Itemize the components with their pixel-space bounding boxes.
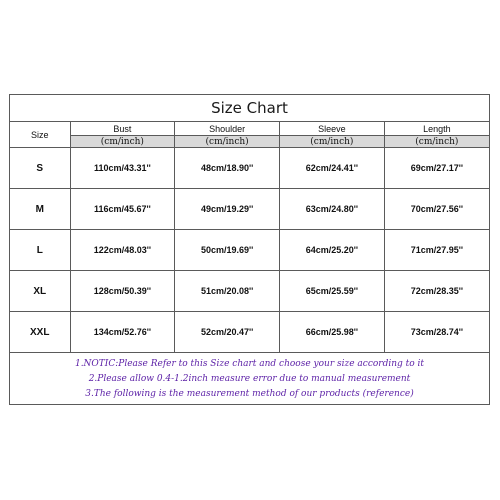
size-cell: XL <box>10 271 70 312</box>
sleeve-cell: 62cm/24.41'' <box>280 148 385 189</box>
unit-row <box>10 136 489 148</box>
length-cell: 73cm/28.74'' <box>384 312 489 353</box>
bust-cell: 116cm/45.67'' <box>70 189 175 230</box>
bust-cell: 122cm/48.03'' <box>70 230 175 271</box>
size-chart <box>9 94 490 405</box>
length-cell: 72cm/28.35'' <box>384 271 489 312</box>
note-line: 3.The following is the measurement method of our products (reference) <box>85 389 414 399</box>
notes-section <box>10 353 489 402</box>
size-cell: S <box>10 148 70 189</box>
shoulder-cell: 48cm/18.90'' <box>175 148 280 189</box>
shoulder-cell: 52cm/20.47'' <box>175 312 280 353</box>
sleeve-cell: 64cm/25.20'' <box>280 230 385 271</box>
shoulder-cell: 49cm/19.29'' <box>175 189 280 230</box>
shoulder-cell: 50cm/19.69'' <box>175 230 280 271</box>
unit-label: (cm/inch) <box>280 136 385 148</box>
shoulder-cell: 51cm/20.08'' <box>175 271 280 312</box>
size-cell: L <box>10 230 70 271</box>
length-cell: 71cm/27.95'' <box>384 230 489 271</box>
table-row <box>10 271 489 312</box>
column-header-shoulder: Shoulder <box>175 122 280 136</box>
column-header-length: Length <box>384 122 489 136</box>
table-row <box>10 189 489 230</box>
unit-label: (cm/inch) <box>384 136 489 148</box>
column-header-sleeve: Sleeve <box>280 122 385 136</box>
header-row <box>10 122 489 136</box>
size-header: Size <box>10 122 70 148</box>
sleeve-cell: 66cm/25.98'' <box>280 312 385 353</box>
unit-label: (cm/inch) <box>70 136 175 148</box>
table-row <box>10 230 489 271</box>
bust-cell: 134cm/52.76'' <box>70 312 175 353</box>
unit-label: (cm/inch) <box>175 136 280 148</box>
sleeve-cell: 63cm/24.80'' <box>280 189 385 230</box>
table-row <box>10 312 489 353</box>
size-cell: XXL <box>10 312 70 353</box>
bust-cell: 128cm/50.39'' <box>70 271 175 312</box>
chart-title: Size Chart <box>10 95 489 122</box>
sleeve-cell: 65cm/25.59'' <box>280 271 385 312</box>
length-cell: 69cm/27.17'' <box>384 148 489 189</box>
size-cell: M <box>10 189 70 230</box>
column-header-bust: Bust <box>70 122 175 136</box>
length-cell: 70cm/27.56'' <box>384 189 489 230</box>
note-line: 2.Please allow 0.4-1.2inch measure error due to manual measurement <box>88 374 411 384</box>
bust-cell: 110cm/43.31'' <box>70 148 175 189</box>
note-line: 1.NOTIC:Please Refer to this Size chart and choose your size according to it <box>74 359 425 369</box>
table-row <box>10 148 489 189</box>
size-table <box>10 122 489 353</box>
